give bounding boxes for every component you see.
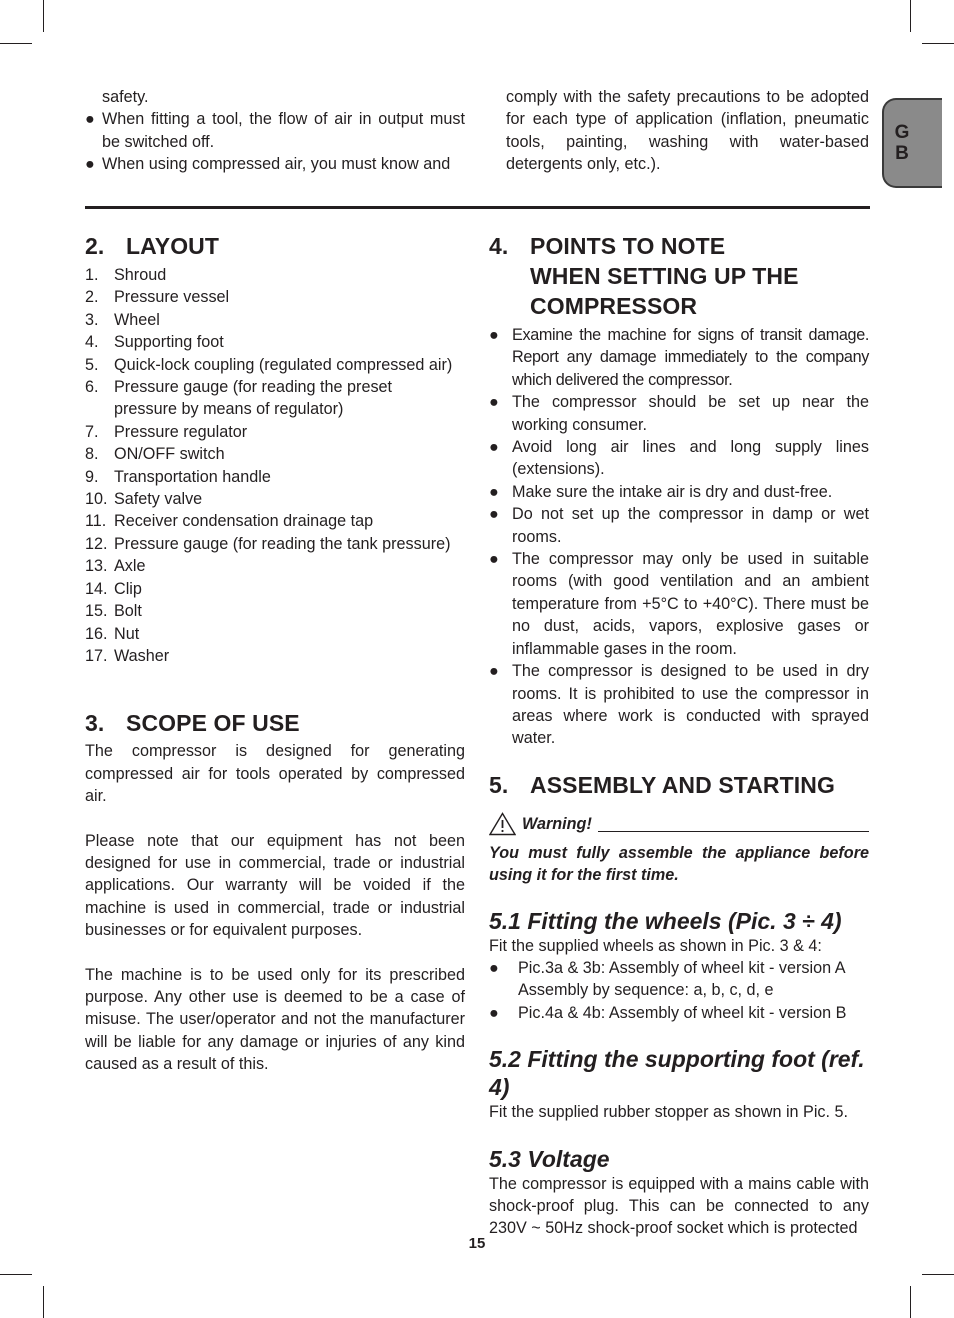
warning-rule — [598, 831, 869, 832]
list-item: 12. Pressure gauge (for reading the tank pressure) — [85, 534, 451, 553]
section-divider — [85, 206, 870, 209]
paragraph: The machine is to be used only for its prescribed purpose. Any other use is deemed to be a case of misuse. The user/operator and not the manufacturer will be liable for any damage or injuries of any kind caused as a result of this. — [85, 965, 465, 1074]
list-item: 4. Supporting foot — [85, 333, 224, 352]
crop-mark — [922, 1274, 954, 1275]
continued-text: comply with the safety precautions to be adopted for each type of application (inflation, pneumatic tools, painting, washing with water-based detergents only, etc.). — [506, 88, 869, 174]
setup-notes-list — [489, 324, 869, 750]
paragraph: Please note that our equipment has not been designed for use in commercial, trade or industrial applications. Our warranty will be voided if the machine is used in commercial, trade or industrial businesses or for equivalent purposes. — [85, 831, 465, 940]
list-item: 14. Clip — [85, 579, 142, 598]
left-column — [85, 231, 465, 1076]
top-right-column — [506, 86, 869, 176]
list-item: ● When fitting a tool, the flow of air in output must be switched off. — [85, 110, 465, 151]
list-item: 2. Pressure vessel — [85, 288, 230, 307]
list-item: 6. Pressure gauge (for reading the preset pressure by means of regulator) — [85, 378, 393, 419]
list-item: 11. Receiver condensation drainage tap — [85, 512, 374, 531]
section-heading-points: 4. POINTS TO NOTE WHEN SETTING UP THE COMPRESSOR — [489, 233, 799, 319]
right-column — [489, 231, 869, 1240]
list-item: 7. Pressure regulator — [85, 422, 248, 441]
crop-mark — [910, 1286, 911, 1318]
paragraph: Fit the supplied rubber stopper as shown in Pic. 5. — [489, 1103, 849, 1122]
list-item: 3. Wheel — [85, 310, 160, 329]
list-item: 16. Nut — [85, 624, 140, 643]
list-item: 17. Washer — [85, 646, 170, 665]
page-number: 15 — [468, 1235, 486, 1252]
warning-header — [489, 812, 869, 836]
list-item: ● The compressor should be set up near the working consumer. — [489, 393, 869, 434]
list-item: ● Do not set up the compressor in damp or wet rooms. — [489, 505, 869, 546]
list-item: 10. Safety valve — [85, 490, 203, 509]
parts-list — [85, 264, 465, 667]
subsection-heading-foot: 5.2 Fitting the supporting foot (ref. 4) — [489, 1046, 865, 1101]
crop-mark — [0, 43, 32, 44]
list-item: 5. Quick-lock coupling (regulated compressed air) — [85, 355, 453, 374]
paragraph: Fit the supplied wheels as shown in Pic. 3 & 4: — [489, 936, 822, 955]
warning-icon — [489, 812, 516, 836]
language-tab-label: G B — [894, 122, 910, 164]
list-item: ● Make sure the intake air is dry and dust-free. — [489, 482, 833, 501]
list-item: ● When using compressed air, you must know and — [85, 155, 451, 174]
paragraph: The compressor is designed for generating compressed air for tools operated by compressed air. — [85, 742, 465, 806]
list-item: 15. Bolt — [85, 602, 142, 621]
list-item: 13. Axle — [85, 557, 146, 576]
warning-text: You must fully assemble the appliance before using it for the first time. — [489, 843, 869, 885]
list-item: ● Avoid long air lines and long supply lines (extensions). — [489, 438, 869, 479]
crop-mark — [922, 43, 954, 44]
list-item: 8. ON/OFF switch — [85, 445, 225, 464]
crop-mark — [0, 1274, 32, 1275]
list-item: ● Examine the machine for signs of transit damage. Report any damage immediately to the company which delivered the compressor. — [489, 326, 869, 389]
list-item: ● Pic.4a & 4b: Assembly of wheel kit - version B — [489, 1003, 847, 1022]
language-tab — [882, 98, 942, 188]
warning-label: Warning! — [522, 815, 592, 834]
crop-mark — [910, 0, 911, 32]
subsection-heading-voltage: 5.3 Voltage — [489, 1145, 610, 1172]
list-item: ● Pic.3a & 3b: Assembly of wheel kit - version A Assembly by sequence: a, b, c, d, e — [489, 958, 845, 1000]
list-item: 1. Shroud — [85, 266, 167, 284]
continued-text: safety. — [102, 88, 149, 106]
list-item: 9. Transportation handle — [85, 467, 271, 486]
crop-mark — [43, 1286, 44, 1318]
section-heading-scope: 3. SCOPE OF USE — [85, 710, 300, 737]
list-item: ● The compressor is designed to be used in dry rooms. It is prohibited to use the compressor in areas where work is conducted with sprayed water. — [489, 662, 869, 748]
section-heading-assembly: 5. ASSEMBLY AND STARTING — [489, 771, 835, 798]
crop-mark — [43, 0, 44, 32]
top-left-column — [85, 86, 465, 176]
section-heading-layout: 2. LAYOUT — [85, 233, 220, 259]
paragraph: The compressor is equipped with a mains cable with shock-proof plug. This can be connected to any 230V ~ 50Hz shock-proof socket which is protected — [489, 1174, 869, 1238]
list-item: ● The compressor may only be used in suitable rooms (with good ventilation and an ambient temperature from +5°C to +40°C). There must be no dust, acids, vapors, explosive gases or inflammable gases in the room. — [489, 550, 869, 658]
subsection-heading-wheels: 5.1 Fitting the wheels (Pic. 3 ÷ 4) — [489, 907, 842, 934]
